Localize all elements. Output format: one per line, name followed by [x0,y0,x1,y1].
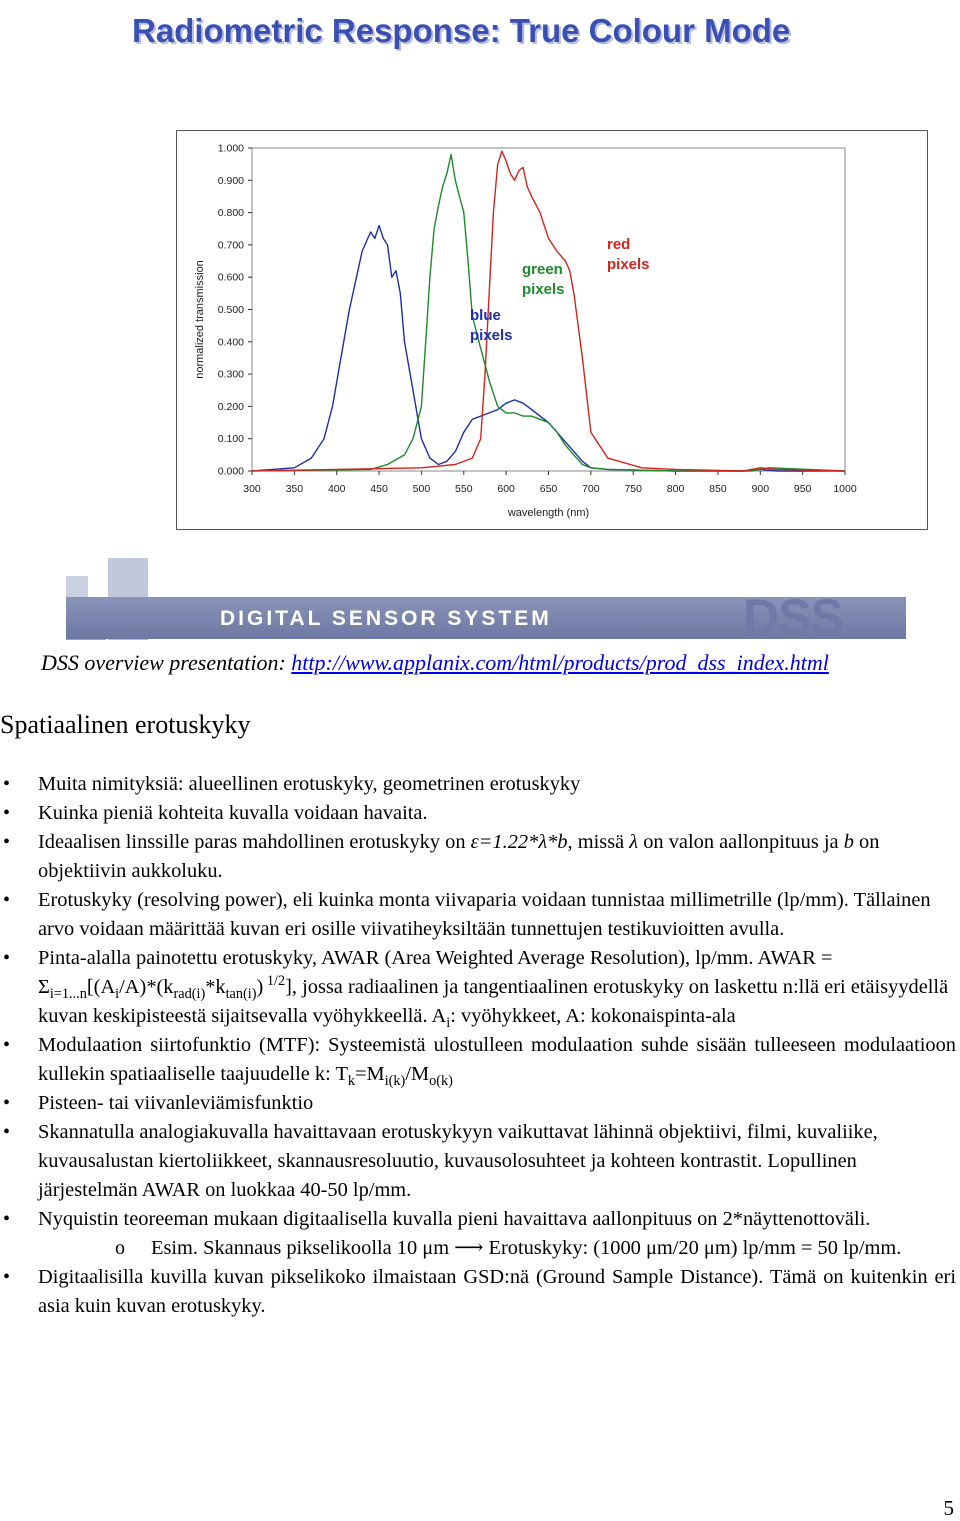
x-tick-label: 400 [327,483,346,495]
list-item: • Pisteen- tai viivanleviämisfunktio [0,1089,960,1118]
caption-link[interactable]: http://www.applanix.com/html/products/prod_dss_index.html [291,650,829,675]
x-tick-label: 800 [666,483,685,495]
list-item: • Ideaalisen linssille paras mahdollinen erotuskyky on ε=1.22*λ*b, missä λ on valon aallonpituus ja b on objektiivin aukkoluku. [0,828,960,886]
y-tick-label: 0.000 [217,465,244,478]
x-tick-label: 700 [582,483,600,495]
x-tick-label: 900 [751,483,770,495]
x-axis-label: wavelength (nm) [507,507,590,519]
caption-prefix: DSS overview presentation: [41,650,292,675]
page-number: 5 [943,1496,954,1520]
y-tick-label: 1.000 [217,142,244,155]
x-tick-label: 600 [497,483,515,495]
x-tick-label: 350 [285,483,304,495]
y-tick-label: 0.600 [217,271,244,284]
caption [41,650,829,676]
blue-pixels-annotation: blue pixels [470,307,513,344]
footer-text: DIGITAL SENSOR SYSTEM [220,607,552,630]
list-item: • Kuinka pieniä kohteita kuvalla voidaan havaita. [0,799,960,828]
y-tick-label: 0.300 [217,368,244,381]
y-axis-label: normalized transmission [194,260,206,379]
y-tick-label: 0.800 [217,207,244,220]
x-tick-label: 450 [370,483,388,495]
list-item: • Nyquistin teoreeman mukaan digitaalisella kuvalla pieni havaittava aallonpituus on 2*näyttenottoväli. [0,1205,960,1234]
bullet-list [0,770,960,1321]
green-pixels-line [252,155,845,472]
x-tick-label: 650 [539,483,558,495]
y-tick-label: 0.100 [217,433,244,446]
y-tick-label: 0.200 [217,400,244,413]
y-tick-label: 0.900 [217,174,244,187]
slide-title: Radiometric Response: True Colour Mode [132,12,791,49]
x-tick-label: 850 [709,483,727,495]
radiometric-chart [177,131,927,529]
y-tick-label: 0.400 [217,336,244,349]
sub-list-item: o Esim. Skannaus pikselikoolla 10 μm ⟶ Erotuskyky: (1000 μm/20 μm) lp/mm = 50 lp/mm. [0,1234,960,1263]
list-item: • Digitaalisilla kuvilla kuvan pikselikoko ilmaistaan GSD:nä (Ground Sample Distance). Tämä on kuitenkin eri asia kuin kuvan erotuskyky. [0,1263,960,1321]
x-tick-label: 300 [243,483,261,495]
list-item: • Pinta-alalla painotettu erotuskyky, AWAR (Area Weighted Average Resolution), lp/mm. AWAR = $\Sigma_{i=1...n}[(A_i/A)*(k_{rad(i)}*k_{tan(i)})$ $^{1/2}$], jossa radiaalinen ja tangentiaalinen erotuskyky on laskettu n:llä eri etäisyydellä kuvan keskipisteestä sijaitsevalla vyöhykkeellä. $A_i$: vyöhykkeet, A: kokonaispinta-ala [0,944,960,1031]
list-item: • Skannatulla analogiakuvalla havaittavaan erotuskykyyn vaikuttavat lähinnä objektiivi, filmi, kuvaliike, kuvausalustan kiertoliikkeet, skannausresoluutio, kuvausolosuhteet ja kohteen kontrastit. Lopullinen järjestelmän AWAR on luokkaa 40-50 lp/mm. [0,1118,960,1205]
list-item: • Muita nimityksiä: alueellinen erotuskyky, geometrinen erotuskyky [0,770,960,799]
x-tick-label: 950 [793,483,812,495]
list-item: • Erotuskyky (resolving power), eli kuinka monta viivaparia voidaan tunnistaa millimetrille (lp/mm). Tällainen arvo voidaan määrittää kuvan eri osille viivatiheyksiltään tunnettujen testikuvioitten avulla. [0,886,960,944]
x-tick-label: 500 [412,483,431,495]
list-item: • Modulaation siirtofunktio (MTF): Systeemistä ulostulleen modulaation suhde sisään tulleeseen modulaatioon kullekin spatiaaliselle taajuudelle k: $T_k=M_{i(k)}/M_{o(k)}$ [0,1031,960,1089]
x-tick-label: 1000 [833,483,857,495]
formula: ε=1.22*λ*b [470,831,568,853]
green-pixels-annotation: green pixels [522,261,565,298]
red-pixels-annotation: red pixels [607,236,650,273]
dss-logo: DSS [743,589,843,645]
slide-image [60,0,936,645]
y-tick-label: 0.500 [217,304,244,316]
section-heading: Spatiaalinen erotuskyky [0,710,251,739]
y-tick-label: 0.700 [217,239,244,252]
x-tick-label: 750 [624,483,642,495]
chart-frame [176,130,928,530]
x-tick-label: 550 [455,483,473,495]
